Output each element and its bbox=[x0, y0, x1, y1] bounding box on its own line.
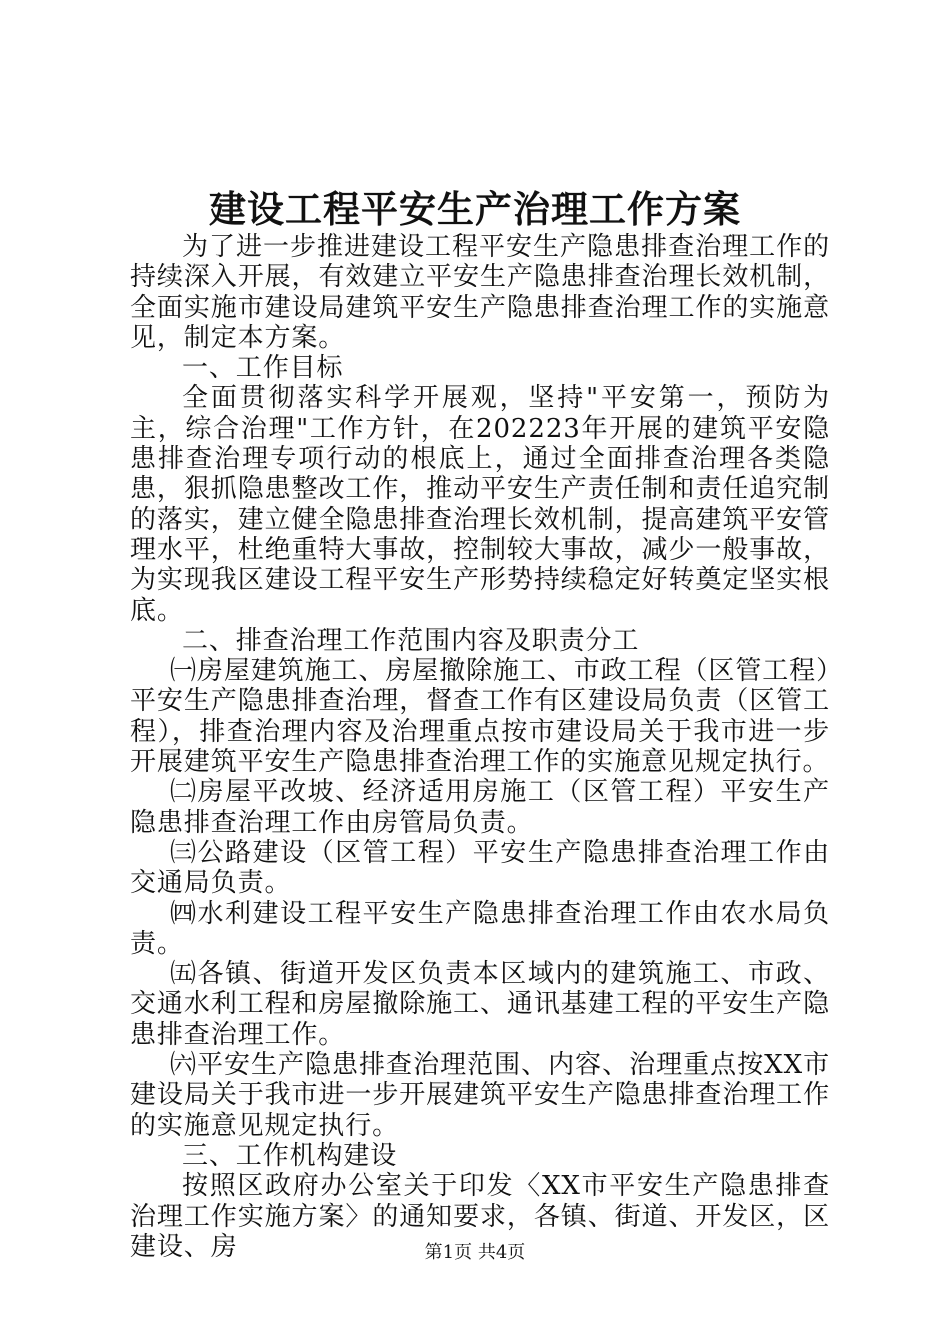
scope-item-5: ㈤各镇、街道开发区负责本区域内的建筑施工、市政、交通水利工程和房屋撤除施工、通讯基建工程的平安生产隐患排查治理工作。 bbox=[130, 959, 830, 1050]
scope-item-3: ㈢公路建设（区管工程）平安生产隐患排查治理工作由交通局负责。 bbox=[130, 837, 830, 899]
section-heading-goals: 一、工作目标 bbox=[182, 353, 344, 384]
page-footer: 第1页 共4页 bbox=[424, 1242, 526, 1263]
intro-paragraph: 为了进一步推进建设工程平安生产隐患排查治理工作的持续深入开展，有效建立平安生产隐患排查治理长效机制，全面实施市建设局建筑平安生产隐患排查治理工作的实施意见，制定本方案。 bbox=[130, 232, 830, 353]
scope-item-2: ㈡房屋平改坡、经济适用房施工（区管工程）平安生产隐患排查治理工作由房管局负责。 bbox=[130, 777, 830, 838]
goals-paragraph: 全面贯彻落实科学开展观，坚持"平安第一，预防为主，综合治理"工作方针，在202223年开展的建筑平安隐患排查治理专项行动的根底上，通过全面排查治理各类隐患，狠抓隐患整改工作，推动平安生产责任制和责任追究制的落实，建立健全隐患排查治理长效机制，提高建筑平安管理水平，杜绝重特大事故，控制较大事故，减少一般事故，为实现我区建设工程平安生产形势持续稳定好转奠定坚实根底。 bbox=[130, 383, 830, 626]
scope-item-6: ㈥平安生产隐患排查治理范围、内容、治理重点按XX市建设局关于我市进一步开展建筑平安生产隐患排查治理工作的实施意见规定执行。 bbox=[130, 1050, 830, 1141]
scope-item-1: ㈠房屋建筑施工、房屋撤除施工、市政工程（区管工程）平安生产隐患排查治理，督查工作有区建设局负责（区管工程），排查治理内容及治理重点按市建设局关于我市进一步开展建筑平安生产隐患排查治理工作的实施意见规定执行。 bbox=[130, 656, 830, 778]
section-heading-scope: 二、排查治理工作范围内容及职责分工 bbox=[182, 625, 640, 656]
document-title: 建设工程平安生产治理工作方案 bbox=[209, 187, 741, 231]
scope-item-4: ㈣水利建设工程平安生产隐患排查治理工作由农水局负责。 bbox=[130, 898, 830, 959]
section-heading-organization: 三、工作机构建设 bbox=[182, 1140, 398, 1171]
organization-paragraph: 按照区政府办公室关于印发〈XX市平安生产隐患排查治理工作实施方案〉的通知要求，各镇、街道、开发区，区建设、房 bbox=[130, 1171, 830, 1262]
document-body bbox=[130, 232, 830, 1262]
